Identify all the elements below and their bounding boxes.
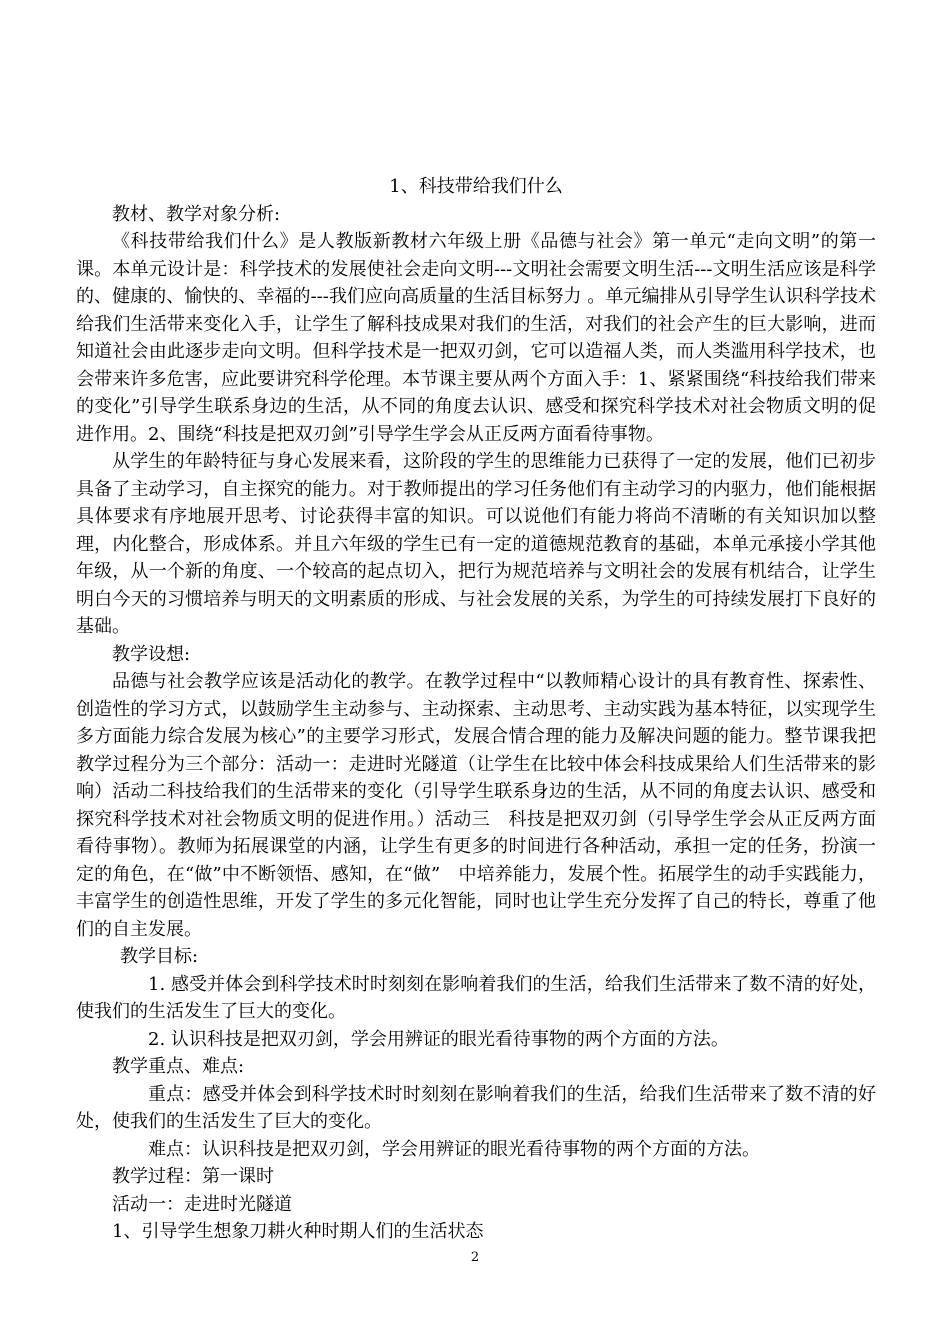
- paragraph-teaching-design: 品德与社会教学应该是活动化的教学。在教学过程中“以教师精心设计的具有教育性、探索性、创造性的学习方式，以鼓励学生主动参与、主动探索、主动思考、主动实践为基本特征，以实现学生多方面能力综合发展为核心”的主要学习形式，发展合情合理的能力及解决问题的能力。整节课我把教学过程分为三个部分：活动一：走进时光隧道（让学生在比较中体会科技成果给人们生活带来的影响）活动二科技给我们的生活带来的变化（引导学生联系身边的生活，从不同的角度去认识、感受和探究科学技术对社会物质文明的促进作用。）活动三 科技是把双刃剑（引导学生学会从正反两方面看待事物）。教师为拓展课堂的内涵，让学生有更多的时间进行各种活动，承担一定的任务，扮演一定的角色，在“做”中不断领悟、感知，在“做” 中培养能力，发展个性。拓展学生的动手实践能力，丰富学生的创造性思维，开发了学生的多元化智能，同时也让学生充分发挥了自己的特长，尊重了他们的自主发展。: [76, 671, 876, 940]
- activity-step-1: 1、引导学生想象刀耕火种时期人们的生活状态: [112, 1221, 484, 1242]
- page-number: 2: [470, 1250, 480, 1265]
- document-title: 1、科技带给我们什么: [389, 176, 563, 197]
- goal-item-1: 1. 感受并体会到科学技术时时刻刻在影响着我们的生活，给我们生活带来了数不清的好处，使我们的生活发生了巨大的变化。: [76, 973, 876, 1022]
- key-point: 重点：感受并体会到科学技术时时刻刻在影响着我们的生活，给我们生活带来了数不清的好处，使我们的生活发生了巨大的变化。: [76, 1083, 876, 1132]
- section-heading-key-points: 教学重点、难点:: [112, 1056, 245, 1077]
- paragraph-student-analysis: 从学生的年龄特征与身心发展来看，这阶段的学生的思维能力已获得了一定的发展，他们已初步具备了主动学习，自主探究的能力。对于教师提出的学习任务他们有主动学习的内驱力，他们能根据具体要求有序地展开思考、讨论获得丰富的知识。可以说他们有能力将尚不清晰的有关知识加以整理，内化整合，形成体系。并且六年级的学生已有一定的道德规范教育的基础，本单元承接小学其他年级，从一个新的角度、一个较高的起点切入，把行为规范培养与文明社会的发展有机结合，让学生明白今天的习惯培养与明天的文明素质的形成、与社会发展的关系，为学生的可持续发展打下良好的基础。: [76, 451, 876, 637]
- section-heading-design: 教学设想:: [112, 643, 191, 665]
- goal-item-2: 2. 认识科技是把双刃剑，学会用辨证的眼光看待事物的两个方面的方法。: [148, 1028, 729, 1050]
- difficult-point: 难点：认识科技是把双刃剑，学会用辨证的眼光看待事物的两个方面的方法。: [148, 1138, 760, 1160]
- section-heading-goals: 教学目标:: [120, 946, 199, 967]
- section-heading-materials: 教材、教学对象分析:: [112, 203, 281, 225]
- activity-heading-1: 活动一：走进时光隧道: [112, 1193, 292, 1215]
- paragraph-unit-overview: 《科技带给我们什么》是人教版新教材六年级上册《品德与社会》第一单元“走向文明”的第一课。本单元设计是：科学技术的发展使社会走向文明---文明社会需要文明生活---文明生活应该是科学的、健康的、愉快的、幸福的---我们应向高质量的生活目标努力 。单元编排从引导学生认识科学技术给我们生活带来变化入手，让学生了解科技成果对我们的生活，对我们的社会产生的巨大影响，进而知道社会由此逐步走向文明。但科学技术是一把双刃剑，它可以造福人类，而人类滥用科学技术，也会带来许多危害，应此要讲究科学伦理。本节课主要从两个方面入手：1、紧紧围绕“科技给我们带来的变化”引导学生联系身边的生活，从不同的角度去认识、感受和探究科学技术对社会物质文明的促进作用。2、围绕“科技是把双刃剑”引导学生学会从正反两方面看待事物。: [76, 231, 876, 445]
- document-body: [76, 173, 876, 1246]
- section-heading-process: 教学过程：第一课时: [112, 1166, 274, 1187]
